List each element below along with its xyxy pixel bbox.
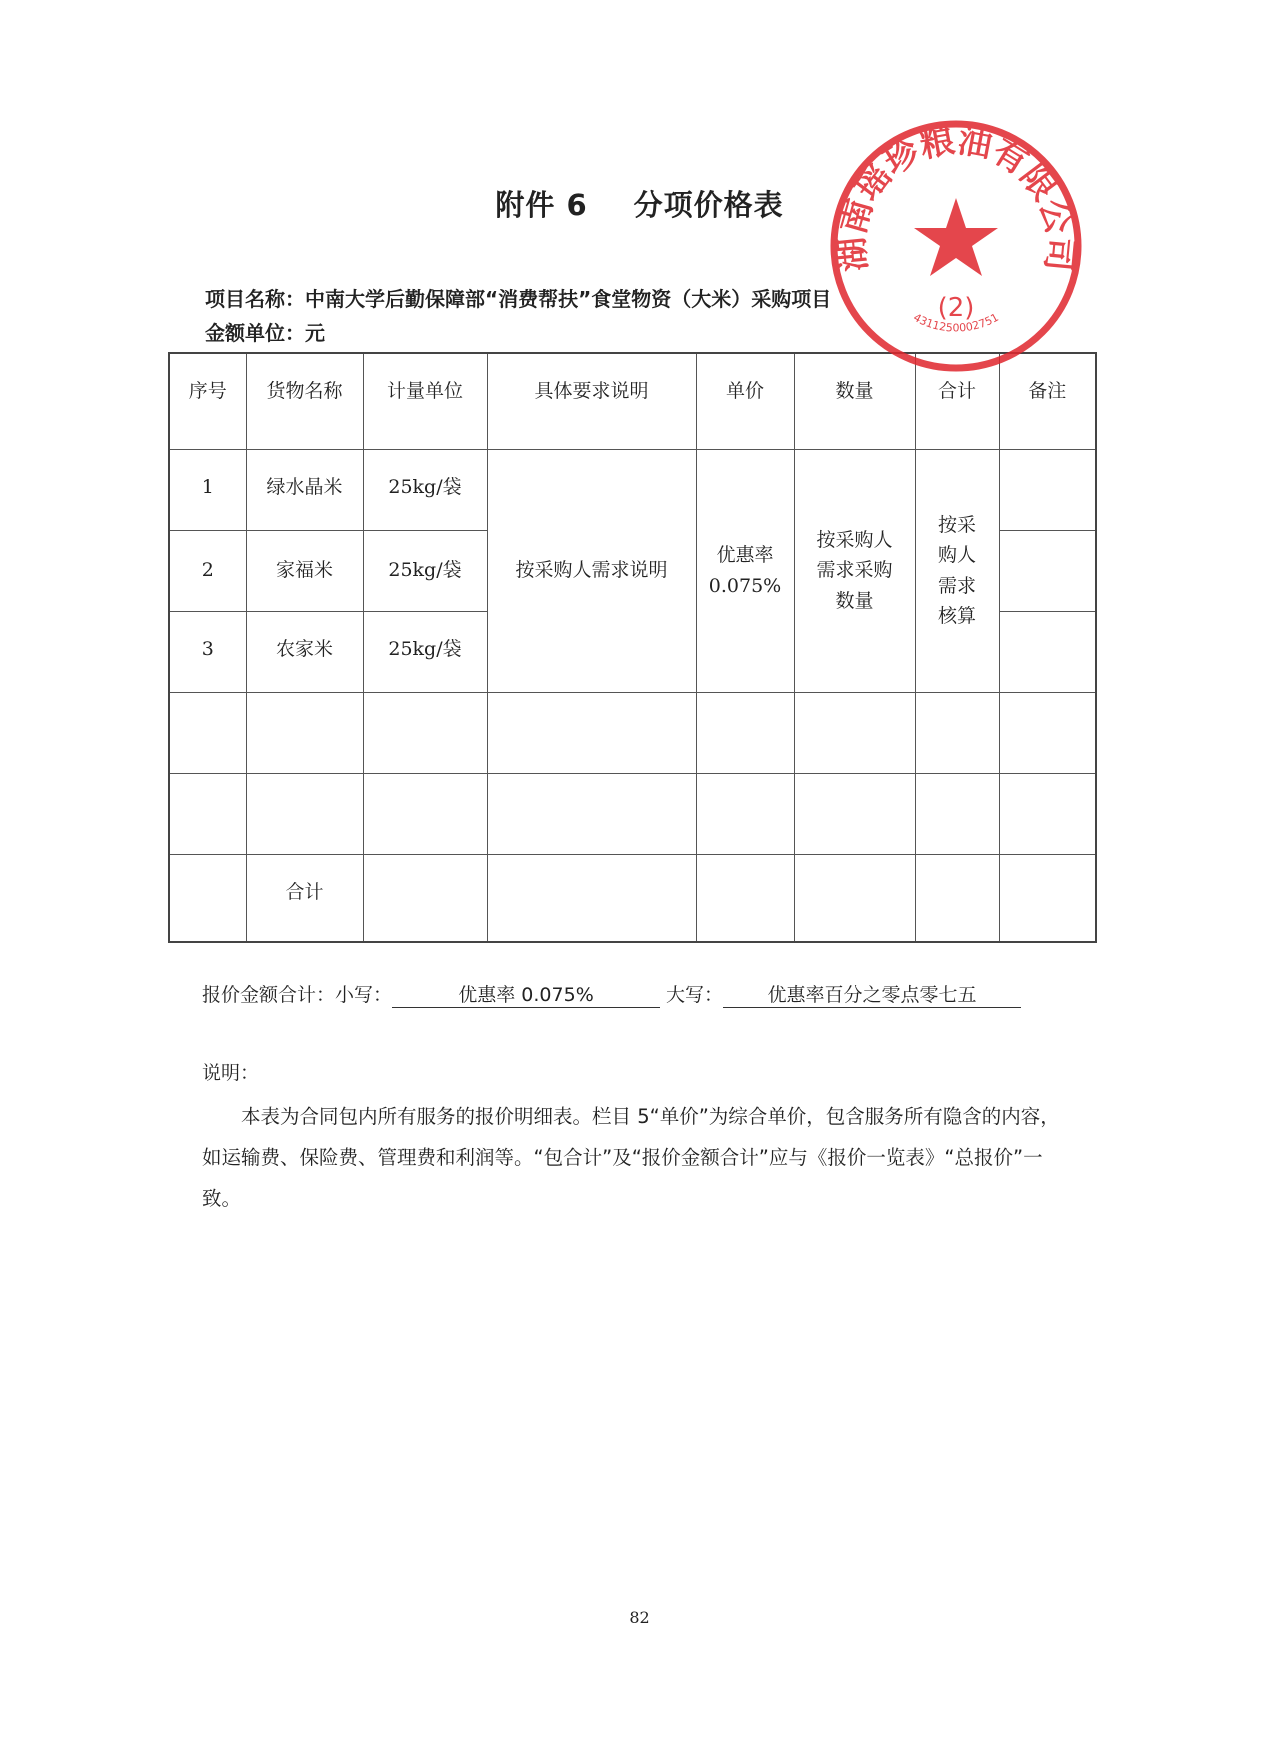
empty-cell — [999, 773, 1096, 854]
page-number: 82 — [629, 1608, 650, 1627]
total-line: 按采 — [937, 513, 976, 536]
seal-code: 4311250002751 — [911, 310, 1001, 335]
table-title: 分项价格表 — [633, 188, 784, 222]
empty-cell — [363, 692, 487, 773]
quote-big-label: 大写： — [666, 984, 724, 1006]
sum-row — [169, 854, 1096, 942]
row-goods-name: 农家米 — [246, 611, 363, 692]
price-table — [168, 352, 1097, 943]
header-cell: 序号 — [169, 353, 246, 449]
sum-label: 合计 — [246, 854, 363, 942]
total-line: 需求 — [937, 574, 976, 597]
empty-cell — [487, 692, 696, 773]
empty-cell — [696, 773, 794, 854]
quote-big-value: 优惠率百分之零点零七五 — [723, 980, 1021, 1008]
empty-cell — [169, 773, 246, 854]
empty-cell — [363, 854, 487, 942]
header-cell: 单价 — [696, 353, 794, 449]
remark-cell — [999, 611, 1096, 692]
empty-cell — [696, 854, 794, 942]
empty-cell — [794, 773, 915, 854]
row-no: 3 — [169, 611, 246, 692]
seal-number: (2) — [937, 293, 975, 323]
header-cell: 合计 — [915, 353, 999, 449]
empty-cell — [487, 854, 696, 942]
empty-row — [169, 692, 1096, 773]
quantity-line: 需求采购 — [816, 559, 893, 582]
header-cell: 具体要求说明 — [487, 353, 696, 449]
empty-cell — [794, 692, 915, 773]
row-no: 1 — [169, 449, 246, 530]
empty-cell — [246, 692, 363, 773]
row-goods-name: 绿水晶米 — [246, 449, 363, 530]
remark-cell — [999, 530, 1096, 611]
table-row — [169, 449, 1096, 530]
header-cell: 货物名称 — [246, 353, 363, 449]
page-title — [0, 183, 1279, 224]
row-unit: 25kg/袋 — [363, 449, 487, 530]
quote-small-value: 优惠率 0.075% — [392, 980, 660, 1008]
quantity-line: 按采购人 — [816, 528, 893, 551]
empty-cell — [363, 773, 487, 854]
unit-price-line: 0.075% — [708, 574, 782, 597]
empty-cell — [696, 692, 794, 773]
requirement-cell — [487, 449, 696, 692]
quote-total-line — [202, 980, 1021, 1008]
row-goods-name: 家福米 — [246, 530, 363, 611]
empty-cell — [487, 773, 696, 854]
empty-row — [169, 773, 1096, 854]
empty-cell — [999, 854, 1096, 942]
quote-label: 报价金额合计：小写： — [202, 984, 393, 1006]
header-cell: 备注 — [999, 353, 1096, 449]
requirement-text: 按采购人需求说明 — [515, 559, 668, 582]
seal-text: 湖南瑶珍粮油有限公司 — [831, 120, 1081, 274]
company-seal — [828, 118, 1084, 374]
row-no: 2 — [169, 530, 246, 611]
empty-cell — [999, 692, 1096, 773]
total-line: 购人 — [937, 544, 976, 567]
row-unit: 25kg/袋 — [363, 530, 487, 611]
notes-label: 说明： — [202, 1062, 260, 1084]
empty-cell — [915, 773, 999, 854]
annex-label: 附件 6 — [495, 188, 588, 222]
empty-cell — [246, 773, 363, 854]
empty-cell — [169, 692, 246, 773]
quantity-line: 数量 — [835, 589, 874, 612]
unit-price-line: 优惠率 — [716, 544, 774, 567]
amount-unit: 金额单位：元 — [205, 321, 325, 345]
unit-price-cell — [696, 449, 794, 692]
quantity-cell — [794, 449, 915, 692]
project-name: 项目名称：中南大学后勤保障部“消费帮扶”食堂物资（大米）采购项目 — [205, 287, 832, 311]
empty-cell — [169, 854, 246, 942]
total-cell — [915, 449, 999, 692]
remark-cell — [999, 449, 1096, 530]
header-cell: 数量 — [794, 353, 915, 449]
star-icon — [914, 198, 998, 276]
header-cell: 计量单位 — [363, 353, 487, 449]
notes-body: 本表为合同包内所有服务的报价明细表。栏目 5“单价”为综合单价，包含服务所有隐含的内容，如运输费、保险费、管理费和利润等。“包合计”及“报价金额合计”应与《报价一览表》“总报价”一致。 — [202, 1105, 1060, 1210]
total-line: 核算 — [937, 604, 976, 627]
empty-cell — [915, 692, 999, 773]
row-unit: 25kg/袋 — [363, 611, 487, 692]
empty-cell — [794, 854, 915, 942]
empty-cell — [915, 854, 999, 942]
